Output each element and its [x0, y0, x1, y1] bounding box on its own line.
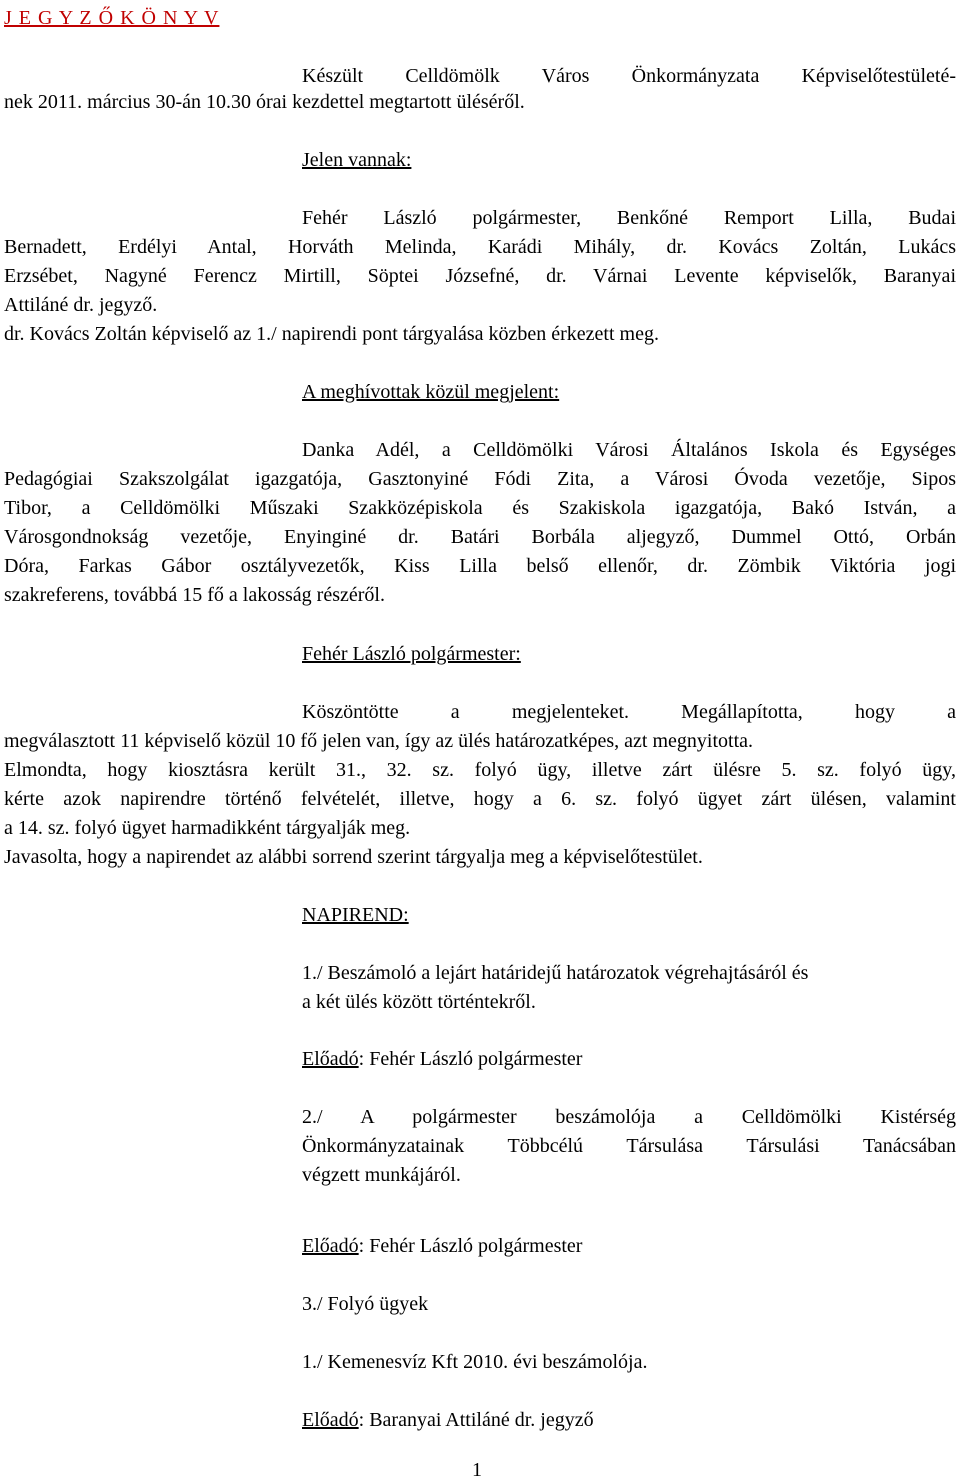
agenda-presenter-3 [302, 1408, 594, 1432]
present-line-2: Bernadett, Erdélyi Antal, Horváth Melinda, Karádi Mihály, dr. Kovács Zoltán, Lukács [4, 236, 956, 258]
invited-line-2: Pedagógiai Szakszolgálat igazgatója, Gasztonyiné Fódi Zita, a Városi Óvoda vezetője, Sipos [4, 468, 956, 490]
mayor-line-5: a 14. sz. folyó ügyet harmadikként tárgyalják meg. [4, 817, 411, 839]
presenter-label: Előadó [302, 1048, 359, 1070]
page-number: 1 [472, 1459, 482, 1481]
agenda-item-3-1: 1./ Kemenesvíz Kft 2010. évi beszámolója. [302, 1351, 648, 1373]
intro-line-2: nek 2011. március 30-án 10.30 órai kezdettel megtartott üléséről. [4, 91, 525, 113]
agenda-presenter-1 [302, 1047, 582, 1071]
mayor-line-4: kérte azok napirendre történő felvételét, illetve, hogy a 6. sz. folyó ügyet zárt ülésen, valamint [4, 788, 956, 810]
mayor-line-1: Köszöntötte a megjelenteket. Megállapította, hogy a [302, 701, 956, 723]
present-line-3: Erzsébet, Nagyné Ferencz Mirtill, Söptei Józsefné, dr. Várnai Levente képviselők, Baranyai [4, 265, 956, 287]
presenter-name: : Fehér László polgármester [358, 1048, 583, 1070]
present-heading: Jelen vannak: [302, 149, 412, 171]
mayor-line-3: Elmondta, hogy kiosztásra került 31., 32. sz. folyó ügy, illetve zárt ülésre 5. sz. folyó ügy, [4, 759, 956, 781]
invited-line-6: szakreferens, továbbá 15 fő a lakosság részéről. [4, 584, 385, 606]
agenda-item-2-line-2: Önkormányzatainak Többcélú Társulása Társulási Tanácsában [302, 1135, 956, 1157]
intro-line-1: Készült Celldömölk Város Önkormányzata Képviselőtestületé- [302, 65, 956, 87]
present-late-note: dr. Kovács Zoltán képviselő az 1./ napirendi pont tárgyalása közben érkezett meg. [4, 323, 659, 345]
mayor-line-6: Javasolta, hogy a napirendet az alábbi sorrend szerint tárgyalja meg a képviselőtestület. [4, 846, 703, 868]
document-title: J E G Y Z Ő K Ö N Y V [4, 7, 220, 29]
presenter-label: Előadó [302, 1409, 359, 1431]
invited-line-3: Tibor, a Celldömölki Műszaki Szakközépiskola és Szakiskola igazgatója, Bakó István, a [4, 497, 956, 519]
invited-line-1: Danka Adél, a Celldömölki Városi Általános Iskola és Egységes [302, 439, 956, 461]
invited-heading: A meghívottak közül megjelent: [302, 381, 560, 403]
invited-line-5: Dóra, Farkas Gábor osztályvezetők, Kiss Lilla belső ellenőr, dr. Zömbik Viktória jogi [4, 555, 956, 577]
agenda-heading: NAPIREND: [302, 904, 409, 926]
agenda-item-3: 3./ Folyó ügyek [302, 1293, 429, 1315]
agenda-item-2-line-3: végzett munkájáról. [302, 1164, 461, 1186]
agenda-presenter-2 [302, 1234, 582, 1258]
mayor-line-2: megválasztott 11 képviselő közül 10 fő jelen van, így az ülés határozatképes, azt megnyitotta. [4, 730, 754, 752]
agenda-item-1-line-1: 1./ Beszámoló a lejárt határidejű határozatok végrehajtásáról és [302, 962, 809, 984]
present-line-1: Fehér László polgármester, Benkőné Remport Lilla, Budai [302, 207, 956, 229]
presenter-name: : Fehér László polgármester [358, 1235, 583, 1257]
mayor-heading: Fehér László polgármester: [302, 643, 521, 665]
agenda-item-1-line-2: a két ülés között történtekről. [302, 991, 536, 1013]
present-line-4: Attiláné dr. jegyző. [4, 294, 158, 316]
invited-line-4: Városgondnokság vezetője, Enyinginé dr. Batári Borbála aljegyző, Dummel Ottó, Orbán [4, 526, 956, 548]
presenter-name: : Baranyai Attiláné dr. jegyző [358, 1409, 594, 1431]
agenda-item-2-line-1: 2./ A polgármester beszámolója a Celldömölki Kistérség [302, 1106, 956, 1128]
presenter-label: Előadó [302, 1235, 359, 1257]
